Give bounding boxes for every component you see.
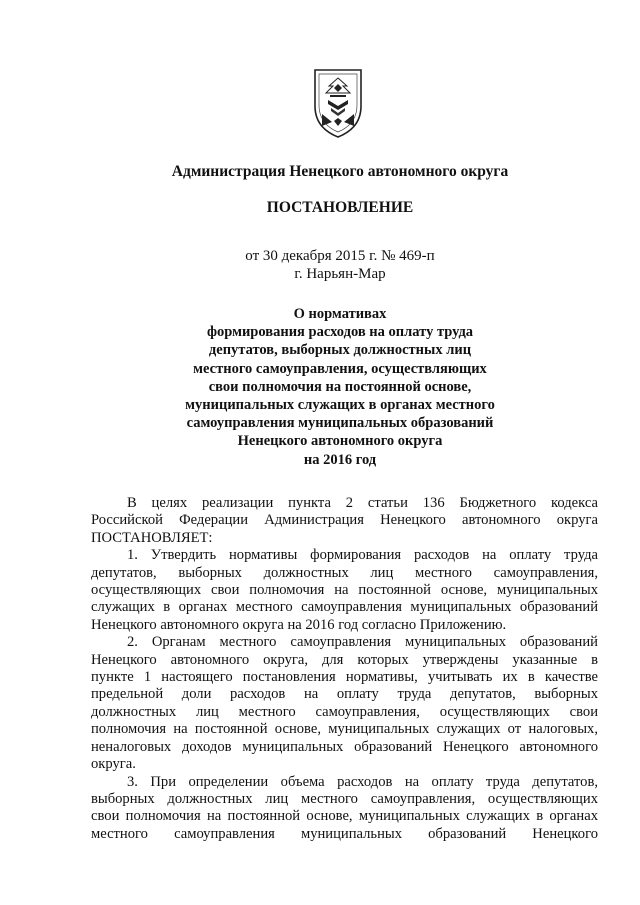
text-line: служащих в органах местного самоуправления муниципальных образований bbox=[91, 599, 598, 616]
document-type: ПОСТАНОВЛЕНИЕ bbox=[266, 199, 414, 216]
text-line: депутатов, выборных должностных лиц местного самоуправления, bbox=[91, 564, 598, 581]
document-body bbox=[91, 495, 598, 843]
text-line: ПОСТАНОВЛЯЕТ: bbox=[91, 529, 213, 546]
text-line: полномочия на постоянной основе, муниципальных служащих от налоговых, bbox=[91, 721, 598, 738]
text-line: 1. Утвердить нормативы формирования расходов на оплату труда bbox=[127, 547, 598, 564]
text-line: В целях реализации пункта 2 статьи 136 Бюджетного кодекса bbox=[127, 495, 598, 511]
document-city: г. Нарьян-Мар bbox=[294, 266, 386, 282]
title-line: самоуправления муниципальных образований bbox=[186, 415, 494, 432]
text-line: Ненецкого автономного округа, для которых утверждены указанные в bbox=[91, 651, 598, 668]
paragraph-2 bbox=[91, 634, 598, 773]
coat-of-arms-emblem bbox=[312, 66, 364, 140]
text-line: осуществляющих свои полномочия на постоянной основе, муниципальных bbox=[91, 582, 598, 599]
text-line: местного самоуправления муниципальных образований Ненецкого bbox=[91, 825, 598, 842]
paragraph-1 bbox=[91, 547, 598, 634]
text-line: неналоговых доходов муниципальных образований Ненецкого автономного bbox=[91, 738, 598, 755]
title-line: местного самоуправления, осуществляющих bbox=[193, 360, 487, 377]
document-date-number: от 30 декабря 2015 г. № 469-п bbox=[245, 248, 435, 264]
text-line: предельной доли расходов на оплату труда депутатов, выборных bbox=[91, 686, 598, 703]
title-line: Ненецкого автономного округа bbox=[237, 433, 443, 450]
text-line: Ненецкого автономного округа на 2016 год согласно Приложению. bbox=[91, 616, 507, 633]
text-line: должностных лиц местного самоуправления, осуществляющих свои bbox=[91, 703, 598, 720]
text-line: свои полномочия на постоянной основе, муниципальных служащих в органах bbox=[91, 808, 598, 825]
organization-name: Администрация Ненецкого автономного округа bbox=[171, 163, 509, 180]
title-line: муниципальных служащих в органах местного bbox=[185, 397, 495, 414]
title-line: О нормативах bbox=[293, 306, 387, 322]
text-line: выборных должностных лиц местного самоуправления, осуществляющих bbox=[91, 790, 598, 807]
title-line: депутатов, выборных должностных лиц bbox=[208, 342, 472, 359]
title-line: формирования расходов на оплату труда bbox=[206, 324, 474, 341]
title-line: свои полномочия на постоянной основе, bbox=[208, 378, 472, 395]
title-line: на 2016 год bbox=[303, 451, 377, 468]
preamble-paragraph bbox=[91, 495, 598, 547]
paragraph-3 bbox=[91, 774, 598, 844]
text-line: 3. При определении объема расходов на оплату труда депутатов, bbox=[127, 773, 598, 790]
text-line: Российской Федерации Администрация Ненецкого автономного округа bbox=[91, 512, 598, 529]
document-title bbox=[0, 305, 640, 469]
text-line: 2. Органам местного самоуправления муниципальных образований bbox=[127, 634, 598, 651]
text-line: округа. bbox=[91, 756, 136, 773]
text-line: пункте 1 настоящего постановления нормативы, учитывать их в качестве bbox=[91, 669, 598, 686]
